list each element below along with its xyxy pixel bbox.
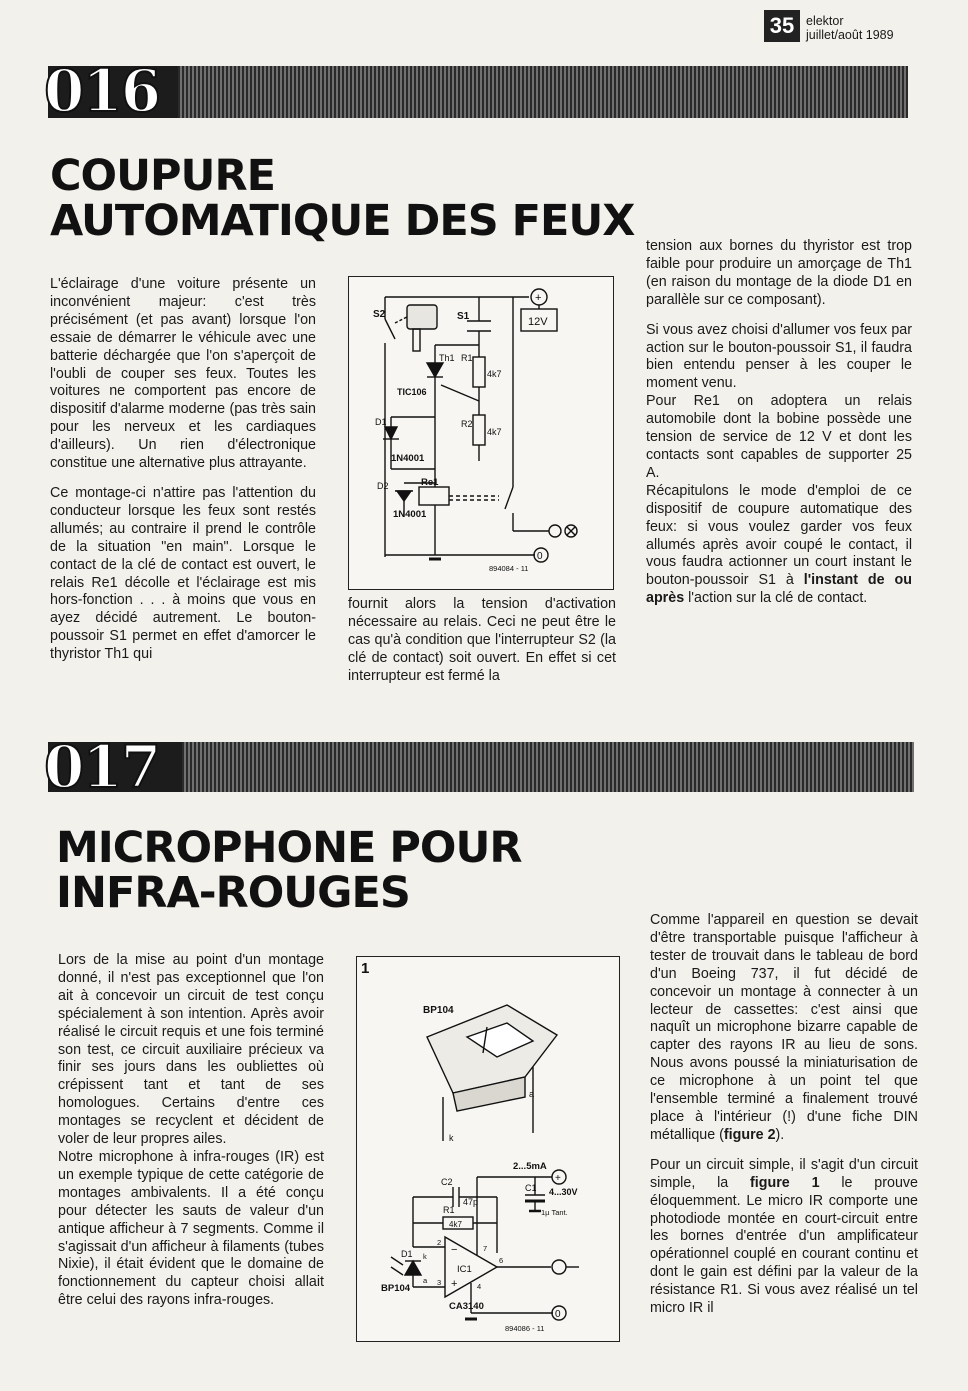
label-th1: Th1 — [439, 353, 455, 363]
article-number-016: 016 — [44, 57, 160, 125]
label-diode1: 1N4001 — [391, 453, 425, 464]
label-r1: R1 — [443, 1205, 455, 1215]
section-bar-016-texture — [178, 66, 908, 118]
title-line-2: AUTOMATIQUE DES FEUX — [50, 196, 635, 246]
paragraph: Si vous avez choisi d'allumer vos feux par action sur le bouton-poussoir S1, il faudra bien entendu penser à les couper le moment venu. — [646, 321, 912, 392]
label-d1: D1 — [375, 417, 387, 427]
zero-label: 0 — [537, 551, 543, 562]
paragraph: L'éclairage d'une voiture présente un inconvénient majeur: c'est très précisément (et pas avant) lorsque l'on essaie de démarrer le véhicule avec une batterie déchargée que l'on s'aperçoit de l'oubli de couper ses feux. Toutes les voitures ne comportent pas encore de dispositif d'alarme moderne (pas très sain pour les nerveux et les cardiaques d'ailleurs). Un rien d'électronique constitue une alternative plus attrayante. — [50, 276, 316, 472]
paragraph — [650, 912, 918, 1145]
label-c2-value: 47p — [463, 1197, 479, 1207]
paragraph: Pour Re1 on adoptera un relais automobile dont la bobine possède une tension de service de 12 V et dont les contacts sont capables de supporter 25 A. — [646, 393, 912, 481]
opamp-plus: + — [451, 1278, 458, 1290]
label-a: a — [529, 1089, 535, 1099]
plus-label: + — [535, 292, 542, 304]
key-icon — [407, 305, 437, 329]
bold-run: figure 2 — [723, 1126, 776, 1143]
article-016-column-1 — [50, 276, 316, 664]
output-jack — [552, 1260, 566, 1274]
figure-016-schematic — [348, 276, 614, 590]
label-re1: Re1 — [421, 477, 439, 488]
paragraph: Notre microphone à infra-rouges (IR) est un exemple typique de cette catégorie de montages ambivalents. Il a été conçu pour détecter les sauts de valeur d'un antique afficheur à 7 segments. Comme il s'agissait d'un afficheur à filaments (tubes Nixie), il était évident que le domaine de fonctionnement du capteur choisi allait être celui des rayons infra-rouges. — [58, 1148, 324, 1309]
label-d1: D1 — [401, 1249, 413, 1259]
label-r1-value: 4k7 — [449, 1220, 462, 1229]
title-line-1: COUPURE — [50, 151, 275, 201]
text-run: Pour un circuit simple, il s'agit d'un circuit simple, la — [650, 1156, 918, 1191]
pin-2: 2 — [437, 1238, 442, 1247]
section-bar-017-texture — [182, 742, 914, 792]
label-c1-type: 1µ Tant. — [541, 1208, 568, 1217]
magazine-name: elektor — [806, 14, 844, 28]
label-s1: S1 — [457, 311, 470, 322]
bold-run: l'instant de ou après — [646, 572, 912, 607]
article-title-017 — [56, 823, 522, 918]
zero-label: 0 — [555, 1309, 561, 1320]
pin-6: 6 — [499, 1256, 504, 1265]
page-number: 35 — [764, 10, 800, 42]
text-run: ). — [775, 1126, 785, 1143]
label-k2: k — [423, 1252, 427, 1261]
pin-4: 4 — [477, 1282, 482, 1291]
article-017-column-3 — [650, 912, 918, 1318]
label-r2-value: 4k7 — [487, 427, 502, 437]
figure-code: 894086 - 11 — [505, 1324, 545, 1333]
plus-label: + — [555, 1173, 561, 1184]
label-c1: C1 — [525, 1183, 537, 1193]
schematic-017 — [357, 957, 619, 1341]
pin-7: 7 — [483, 1244, 488, 1253]
label-ca3140: CA3140 — [449, 1301, 484, 1312]
label-a2: a — [423, 1276, 428, 1285]
label-current: 2...5mA — [513, 1161, 547, 1172]
relay-coil — [419, 487, 449, 505]
article-016-column-3 — [646, 238, 912, 608]
label-r2: R2 — [461, 419, 473, 429]
paragraph — [650, 1157, 918, 1318]
label-tic106: TIC106 — [397, 387, 427, 397]
label-diode2: 1N4001 — [393, 509, 427, 520]
label-d2: D2 — [377, 481, 389, 491]
paragraph-instructions — [646, 483, 912, 608]
bold-run: figure 1 — [750, 1174, 820, 1191]
text-run: l'action sur la clé de contact. — [684, 590, 868, 607]
text-run: le prouve éloquemment. Le micro IR comporte une photodiode montée en court-circuit entre les bornes d'entrée d'un amplificateur opérationnel couplé en courant continu et dont le gain est défini par la valeur de la résistance R1. Si vous avez réalisé un tel micro IR il — [650, 1174, 918, 1317]
label-c1-value: 4...30V — [549, 1187, 578, 1197]
paragraph: fournit alors la tension d'activation nécessaire au relais. Ceci ne peut être le cas qu'à condition que l'interrupteur S2 (la clé de contact) soit ouvert. En effet si cet interrupteur est fermé la — [348, 596, 616, 684]
resistor-r1 — [473, 357, 485, 387]
label-bp104b: BP104 — [381, 1283, 411, 1294]
paragraph: Lors de la mise au point d'un montage donné, il n'est pas exceptionnel que l'on ait à concevoir un circuit de test conçu spécialement à son intention. Après avoir réalisé le circuit requis et une fois terminé son test, ce circuit auxiliaire précieux va finir ses jours dans les oubliettes où crépissent tant et tant de ses homologues. Certains d'entre ces montages se recyclent et décident de voler de leur propres ailes. — [58, 952, 324, 1148]
figure-number: 1 — [361, 960, 370, 977]
figure-code: 894084 - 11 — [489, 564, 529, 573]
lamp-terminal — [549, 525, 561, 537]
label-battery: 12V — [528, 316, 548, 328]
pin-3: 3 — [437, 1278, 442, 1287]
issue-date: juillet/août 1989 — [806, 28, 894, 42]
figure-017-schematic — [356, 956, 620, 1342]
label-c2: C2 — [441, 1177, 453, 1187]
article-016-column-2 — [348, 596, 616, 686]
paragraph: Ce montage-ci n'attire pas l'attention du conducteur lorsque les feux sont restés allumés; au contraire il prend le contrôle de la situation "en main". Lorsque le contact de la clé de contact est ouvert, le relais Re1 décolle et l'éclairage est mis hors-fonction . . . à moins que vous en ayez décidé autrement. Le bouton-poussoir S1 permet en effet d'amorcer le thyristor Th1 qui — [50, 484, 316, 663]
article-number-017: 017 — [44, 733, 160, 801]
schematic-016 — [349, 277, 613, 589]
label-r1-value: 4k7 — [487, 369, 502, 379]
label-s2: S2 — [373, 309, 386, 320]
text-run: Récapitulons le mode d'emploi de ce dispositif de coupure automatique des feux: si vous voulez garder vos feux allumés après avoir coupé le contact, il vous faudra actionner un court instant le bouton-poussoir S1 à — [646, 482, 912, 589]
label-r1: R1 — [461, 353, 473, 363]
text-run: Comme l'appareil en question se devait d'être transportable puisque l'afficheur à tester de trouvait dans le tableau de bord d'un Boeing 737, il fut décidé de concevoir un montage à connecter à un lecteur de cassettes: c'est ainsi que naquît un microphone bizarre capable de capter des rayons IR au lieu de sons. Nous avons poussé la miniaturisation de ce microphone à un point tel que l'ensemble terminé a finalement trouvé place à l'intérieur (!) d'une fiche DIN métallique ( — [650, 912, 918, 1143]
title-line-1: MICROPHONE POUR — [56, 823, 522, 873]
article-017-column-1 — [58, 952, 324, 1310]
opamp-minus: − — [451, 1244, 458, 1256]
article-title-016 — [50, 151, 635, 246]
label-ic1: IC1 — [457, 1264, 472, 1275]
resistor-r2 — [473, 415, 485, 445]
magazine-info — [806, 14, 894, 42]
title-line-2: INFRA-ROUGES — [56, 868, 410, 918]
paragraph: tension aux bornes du thyristor est trop faible pour produire un amorçage de Th1 (en raison du montage de la diode D1 en parallèle sur ce composant). — [646, 238, 912, 308]
label-bp104: BP104 — [423, 1005, 454, 1016]
label-k: k — [449, 1133, 454, 1143]
